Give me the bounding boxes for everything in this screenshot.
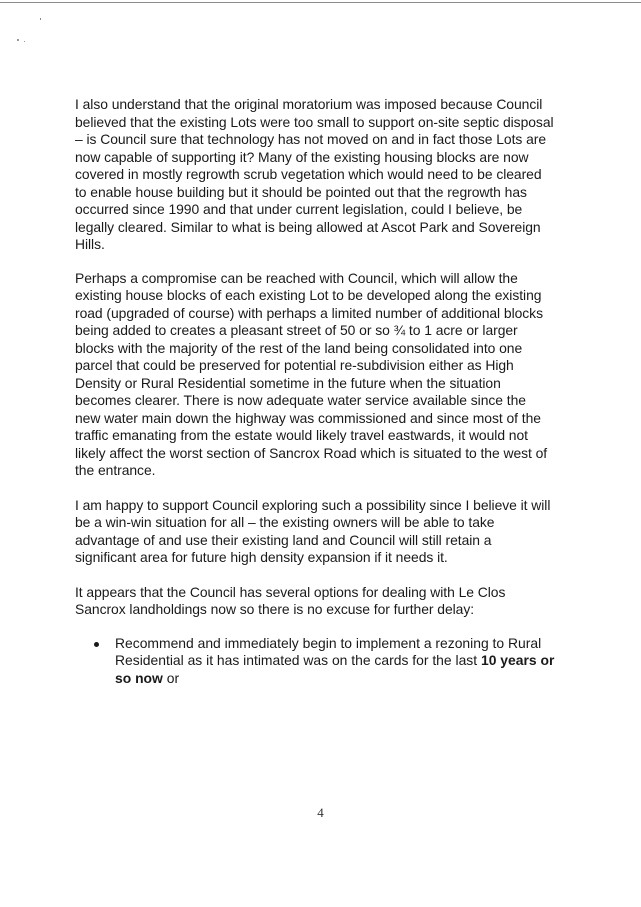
bullet-text-bold: 10 years or so now xyxy=(115,652,555,686)
letter-body xyxy=(75,96,555,687)
paragraph-options: It appears that the Council has several options for dealing with Le Clos Sancrox landholdings now so there is no excuse for further delay: xyxy=(75,583,506,617)
scan-speck xyxy=(24,41,25,42)
page-number: 4 xyxy=(317,805,324,820)
top-scan-edge xyxy=(0,2,641,3)
options-list xyxy=(75,635,555,688)
paragraph-septic-disposal: I also understand that the original moratorium was imposed because Council believed that the existing Lots were too small to support on-site septic disposal – is Council sure that technology has not moved on and in fact those Lots are now capable of supporting it? Many of the existing housing blocks are now covered in mostly regrowth scrub vegetation which would need to be cleared to enable house building but it should be pointed out that the regrowth has occurred since 1990 and that under current legislation, could I believe, be legally cleared. Similar to what is being allowed at Ascot Park and Sovereign Hills. xyxy=(75,96,554,252)
paragraph-support: I am happy to support Council exploring such a possibility since I believe it will be a win-win situation for all – the existing owners will be able to take advantage of and use their existing land and Council will still retain a significant area for future high density expansion if it needs it. xyxy=(75,496,551,565)
paragraph-compromise: Perhaps a compromise can be reached with Council, which will allow the existing house blocks of each existing Lot to be developed along the existing road (upgraded of course) with perhaps a limited number of additional blocks being added to creates a pleasant street of 50 or so ¾ to 1 acre or larger blocks with the majority of the rest of the land being consolidated into one parcel that could be preserved for potential re-subdivision either as High Density or Rural Residential sometime in the future when the situation becomes clearer. There is now adequate water service available since the new water main down the highway was commissioned and since most of the traffic emanating from the estate would likely travel eastwards, it would not likely affect the worst section of Sancrox Road which is situated to the west of the entrance. xyxy=(75,269,548,478)
bullet-text-end: or xyxy=(162,669,180,686)
scan-speck xyxy=(40,18,41,20)
scan-speck xyxy=(17,39,19,41)
list-item xyxy=(115,635,555,688)
bullet-icon xyxy=(94,642,99,647)
bullet-text-start: Recommend and immediately begin to implement a rezoning to Rural Residential as it has intimated was on the cards for the last xyxy=(115,634,542,668)
